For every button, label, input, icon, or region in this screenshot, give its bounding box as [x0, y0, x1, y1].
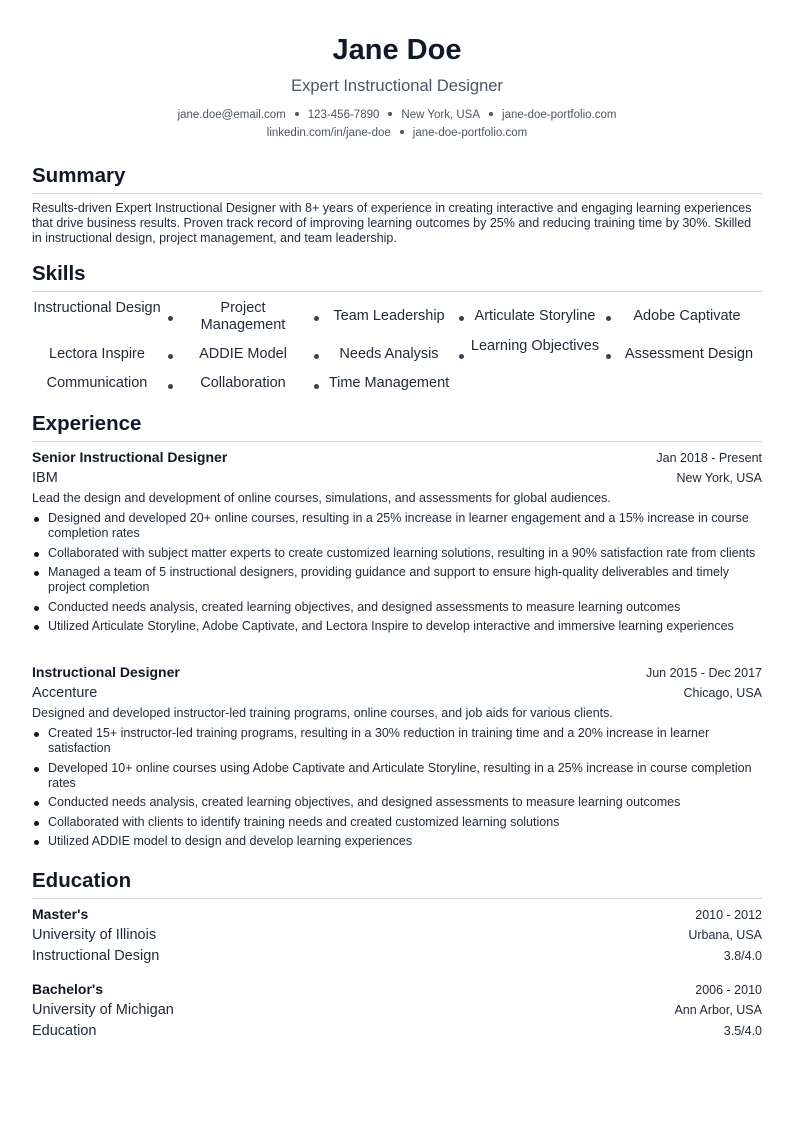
edu-location: Ann Arbor, USA [674, 1003, 762, 1017]
skill-separator [314, 354, 319, 359]
bullet-dot [34, 571, 39, 576]
job-bullet [32, 795, 762, 810]
linkedin-link[interactable]: linkedin.com/in/jane-doe [266, 127, 391, 139]
skill-item: Learning Objectives [470, 338, 600, 354]
skill-separator [168, 384, 173, 389]
job-bullet [32, 761, 762, 791]
portfolio-link[interactable]: jane-doe-portfolio.com [412, 127, 528, 139]
edu-field: Instructional Design [32, 948, 160, 964]
job-header-row [32, 449, 762, 465]
bullet-dot [34, 732, 39, 737]
skills-heading: Skills [32, 261, 762, 292]
contact-line-1 [32, 108, 762, 123]
job-company: Accenture [32, 685, 98, 701]
skill-item: Communication [46, 375, 148, 391]
skill-item: Articulate Storyline [474, 308, 596, 324]
bullet-text: Conducted needs analysis, created learning objectives, and designed assessments to measure learning outcomes [48, 795, 681, 809]
skill-item: Instructional Design [33, 300, 161, 316]
email-link[interactable]: jane.doe@email.com [177, 109, 286, 121]
bullet-text: Utilized Articulate Storyline, Adobe Captivate, and Lectora Inspire to develop interactive and immersive learning experiences [48, 619, 734, 633]
edu-degree: Master's [32, 906, 89, 922]
summary-text: Results-driven Expert Instructional Designer with 8+ years of experience in creating interactive and engaging learning experiences that drive business results. Proven track record of improving learning outcomes by 25% and reducing training time by 30%. Skilled in instructional design, project management, and team leadership. [32, 201, 752, 245]
bullet-dot [34, 606, 39, 611]
edu-field-row [32, 1023, 762, 1039]
edu-degree-row [32, 906, 762, 922]
job-bullet [32, 815, 762, 830]
job-dates: Jan 2018 - Present [656, 451, 762, 465]
edu-degree-row [32, 981, 762, 997]
skill-item: Assessment Design [624, 346, 754, 362]
bullet-text: Created 15+ instructor-led training programs, resulting in a 30% reduction in training time and a 20% increase in learner satisfaction [48, 726, 710, 755]
bullet-text: Collaborated with subject matter experts to create customized learning solutions, resulting in a 90% satisfaction rate from clients [48, 545, 756, 560]
edu-degree: Bachelor's [32, 981, 104, 997]
edu-dates: 2010 - 2012 [695, 908, 762, 922]
skill-separator [606, 316, 611, 321]
job-location: New York, USA [676, 471, 762, 485]
job-description: Lead the design and development of online courses, simulations, and assessments for global audiences. [32, 491, 611, 505]
candidate-name: Jane Doe [332, 34, 462, 66]
bullet-dot [34, 767, 39, 772]
job-location: Chicago, USA [683, 686, 762, 700]
skill-separator [314, 384, 319, 389]
education-heading: Education [32, 868, 762, 899]
separator-dot [388, 112, 392, 116]
edu-dates: 2006 - 2010 [695, 983, 762, 997]
job-bullet-list [32, 511, 762, 639]
contact-line-2 [32, 126, 762, 141]
skill-separator [606, 354, 611, 359]
job-title: Senior Instructional Designer [32, 449, 228, 465]
job-bullet [32, 726, 762, 756]
bullet-dot [34, 840, 39, 845]
job-company-row [32, 685, 762, 701]
skill-item: Team Leadership [333, 308, 445, 324]
location-text: New York, USA [401, 109, 481, 121]
edu-school-row [32, 927, 762, 943]
experience-heading: Experience [32, 411, 762, 442]
skill-item: Project Management [200, 300, 286, 333]
edu-location: Urbana, USA [688, 928, 762, 942]
skill-separator [168, 316, 173, 321]
candidate-title: Expert Instructional Designer [291, 77, 503, 95]
skill-item: ADDIE Model [199, 346, 287, 362]
bullet-dot [34, 517, 39, 522]
bullet-text: Developed 10+ online courses using Adobe Captivate and Articulate Storyline, resulting in a 25% increase in course completion rates [48, 760, 752, 790]
edu-school-row [32, 1002, 762, 1018]
edu-field: Education [32, 1023, 97, 1039]
skill-item: Collaboration [200, 375, 286, 391]
portfolio-link[interactable]: jane-doe-portfolio.com [502, 109, 617, 121]
bullet-text: Conducted needs analysis, created learning objectives, and designed assessments to measure learning outcomes [48, 599, 681, 614]
bullet-text: Utilized ADDIE model to design and develop learning experiences [48, 834, 413, 848]
job-bullet [32, 565, 762, 595]
job-company: IBM [32, 470, 58, 486]
edu-gpa: 3.8/4.0 [723, 949, 762, 963]
bullet-text: Managed a team of 5 instructional designers, providing guidance and support to ensure high-quality deliverables and timely project completion [48, 565, 729, 594]
skill-separator [314, 316, 319, 321]
separator-dot [489, 112, 493, 116]
summary-heading: Summary [32, 163, 762, 194]
skill-item: Lectora Inspire [49, 346, 145, 362]
edu-school: University of Illinois [32, 927, 157, 943]
bullet-dot [34, 552, 39, 557]
job-description: Designed and developed instructor-led training programs, online courses, and job aids for various clients. [32, 706, 613, 720]
job-header-row [32, 664, 762, 680]
skill-separator [168, 354, 173, 359]
job-bullet-list [32, 726, 762, 854]
bullet-text: Collaborated with clients to identify training needs and created customized learning solutions [48, 814, 560, 829]
job-company-row [32, 470, 762, 486]
skill-separator [459, 316, 464, 321]
skill-item: Adobe Captivate [633, 308, 741, 324]
edu-field-row [32, 948, 762, 964]
bullet-dot [34, 625, 39, 630]
job-bullet [32, 619, 762, 634]
skill-item: Needs Analysis [339, 346, 439, 362]
separator-dot [295, 112, 299, 116]
separator-dot [400, 130, 404, 134]
bullet-dot [34, 801, 39, 806]
skill-separator [459, 354, 464, 359]
job-bullet [32, 546, 762, 561]
job-bullet [32, 834, 762, 849]
edu-school: University of Michigan [32, 1002, 174, 1018]
bullet-text: Designed and developed 20+ online courses, resulting in a 25% increase in learner engagement and a 15% increase in course completion rates [48, 511, 749, 540]
skill-item: Time Management [328, 375, 450, 391]
edu-gpa: 3.5/4.0 [723, 1024, 762, 1038]
job-dates: Jun 2015 - Dec 2017 [645, 666, 762, 680]
job-bullet [32, 600, 762, 615]
job-title: Instructional Designer [32, 664, 180, 680]
job-bullet [32, 511, 762, 541]
phone-text: 123-456-7890 [307, 109, 380, 121]
bullet-dot [34, 821, 39, 826]
